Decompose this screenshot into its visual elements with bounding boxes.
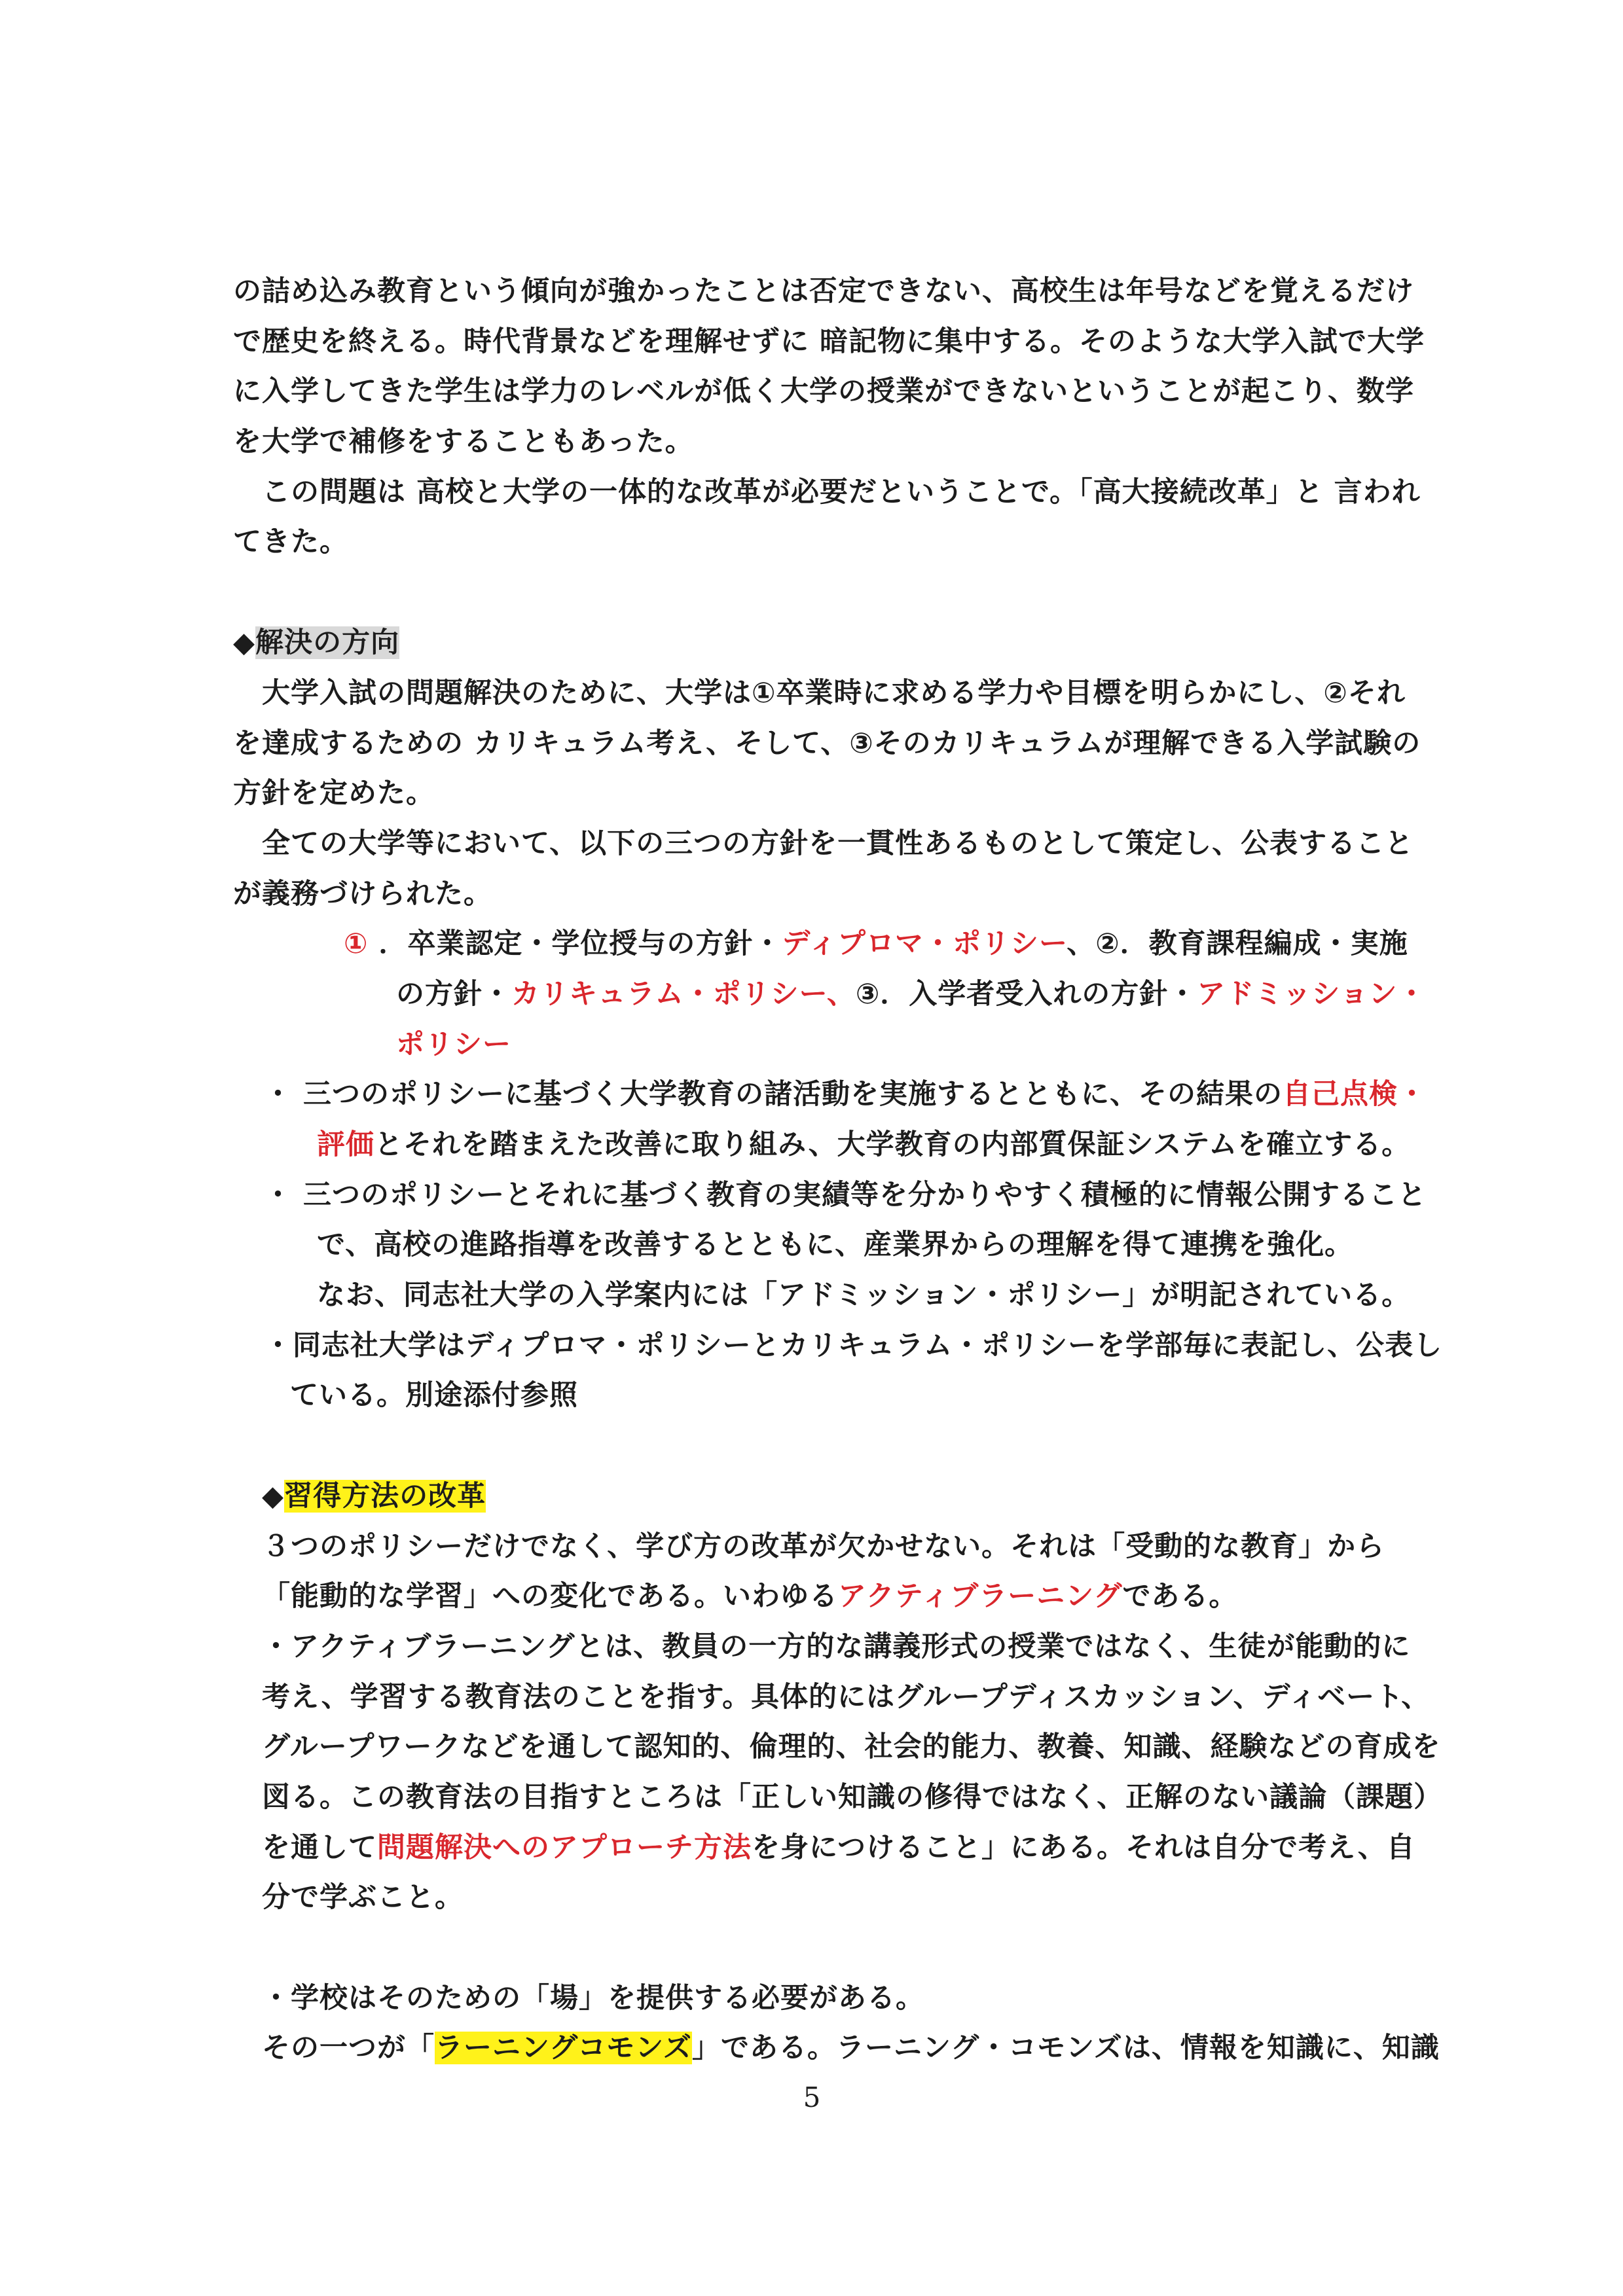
learning-line-1: ３つのポリシーだけでなく、学び方の改革が欠かせない。それは「受動的な教育」から (262, 1530, 1385, 1563)
bullet-1-line-2 (317, 1125, 1410, 1164)
policy-text: ③．入学者受入れの方針・ (855, 978, 1197, 1011)
bullet-2-line-1: ・ 三つのポリシーとそれに基づく教育の実績等を分かりやすく積極的に情報公開すること (264, 1179, 1427, 1211)
diamond-bullet-icon: ◆ (262, 1480, 285, 1513)
section-heading-text: 解決の方向 (255, 626, 400, 659)
learning-text: 「能動的な学習」への変化である。いわゆる (262, 1580, 838, 1613)
section-heading-solution (233, 623, 399, 662)
learning-text: を通して (262, 1831, 377, 1864)
learning-commons-term: ラーニングコモンズ (435, 2032, 692, 2064)
solution-p2-line-2: が義務づけられた。 (233, 878, 492, 910)
bullet-2-line-2: で、高校の進路指導を改善するとともに、産業界からの理解を得て連携を強化。 (317, 1229, 1354, 1261)
learning-line-8: 分で学ぶこと。 (262, 1881, 464, 1914)
curriculum-policy-term: カリキュラム・ポリシー、 (511, 978, 856, 1011)
bullet-text: とそれを踏まえた改善に取り組み、大学教育の内部質保証システムを確立する。 (374, 1128, 1411, 1161)
learning-line-5: グループワークなどを通して認知的、倫理的、社会的能力、教養、知識、経験などの育成を (262, 1731, 1441, 1763)
solution-p2-line-1: 全ての大学等において、以下の三つの方針を一貫性あるものとして策定し、公表すること (262, 827, 1414, 860)
intro-line-6: てきた。 (233, 526, 348, 558)
learning-line-9: ・学校はそのための「場」を提供する必要がある。 (262, 1982, 924, 2015)
learning-line-4: 考え、学習する教育法のことを指す。具体的にはグループディスカッション、ディベート、 (262, 1681, 1431, 1713)
learning-text: である。 (1122, 1580, 1238, 1613)
active-learning-term: アクティブラーニング (838, 1580, 1123, 1613)
learning-line-6: 図る。この教育法の目指すところは「正しい知識の修得ではなく、正解のない議論（課題） (262, 1781, 1443, 1814)
intro-line-2: で歴史を終える。時代背景などを理解せずに 暗記物に集中する。そのような大学入試で大学 (233, 325, 1425, 358)
intro-line-3: に入学してきた学生は学力のレベルが低く大学の授業ができないということが起こり、数学 (233, 375, 1414, 408)
section-heading-text: 習得方法の改革 (284, 1480, 486, 1513)
learning-text: その一つが「 (262, 2032, 435, 2064)
section-heading-learning (262, 1477, 486, 1516)
solution-p1-line-2: を達成するための カリキュラム考え、そして、③そのカリキュラムが理解できる入学試験の (233, 727, 1421, 760)
intro-line-1: の詰め込み教育という傾向が強かったことは否定できない、高校生は年号などを覚えるだけ (233, 275, 1414, 308)
page-number: 5 (803, 2081, 821, 2113)
intro-line-5: この問題は 高校と大学の一体的な改革が必要だということで。「高大接続改革」と 言われ (262, 476, 1421, 509)
policy-text: 、②．教育課程編成・実施 (1067, 927, 1408, 960)
policy-line-1 (344, 924, 1408, 963)
evaluation-term: 評価 (317, 1128, 374, 1161)
learning-text: を身につけること」にある。それは自分で考え、自 (752, 1831, 1415, 1864)
learning-text: 」である。ラーニング・コモンズは、情報を知識に、知識 (692, 2032, 1440, 2064)
self-evaluation-term: 自己点検・ (1282, 1078, 1427, 1111)
policy-text: の方針・ (396, 978, 511, 1011)
problem-solving-term: 問題解決へのアプローチ方法 (377, 1831, 752, 1864)
solution-p1-line-1: 大学入試の問題解決のために、大学は①卒業時に求める学力や目標を明らかにし、②それ (262, 677, 1406, 709)
policy-line-2 (396, 975, 1427, 1014)
solution-p1-line-3: 方針を定めた。 (233, 777, 435, 810)
diploma-policy-term: ディプロマ・ポリシー (782, 927, 1067, 960)
policy-number-1: ① (344, 927, 369, 960)
bullet-1-line-1 (264, 1075, 1427, 1114)
learning-line-7 (262, 1828, 1415, 1867)
intro-line-4: を大学で補修をすることもあった。 (233, 425, 694, 458)
policy-text: ．卒業認定・学位授与の方針・ (368, 927, 782, 960)
policy-line-3: ポリシー (396, 1028, 511, 1061)
bullet-3-line-1: ・同志社大学はディプロマ・ポリシーとカリキュラム・ポリシーを学部毎に表記し、公表し (264, 1329, 1443, 1362)
learning-line-10 (262, 2028, 1440, 2068)
bullet-2-line-3: なお、同志社大学の入学案内には「アドミッション・ポリシー」が明記されている。 (317, 1279, 1411, 1312)
diamond-bullet-icon: ◆ (233, 626, 256, 659)
learning-line-2 (262, 1577, 1237, 1616)
bullet-3-line-2: ている。別途添付参照 (290, 1379, 578, 1412)
bullet-text: ・ 三つのポリシーに基づく大学教育の諸活動を実施するとともに、その結果の (264, 1078, 1283, 1111)
learning-line-3: ・アクティブラーニングとは、教員の一方的な講義形式の授業ではなく、生徒が能動的に (262, 1630, 1411, 1663)
admission-policy-term: アドミッション・ (1197, 978, 1427, 1011)
